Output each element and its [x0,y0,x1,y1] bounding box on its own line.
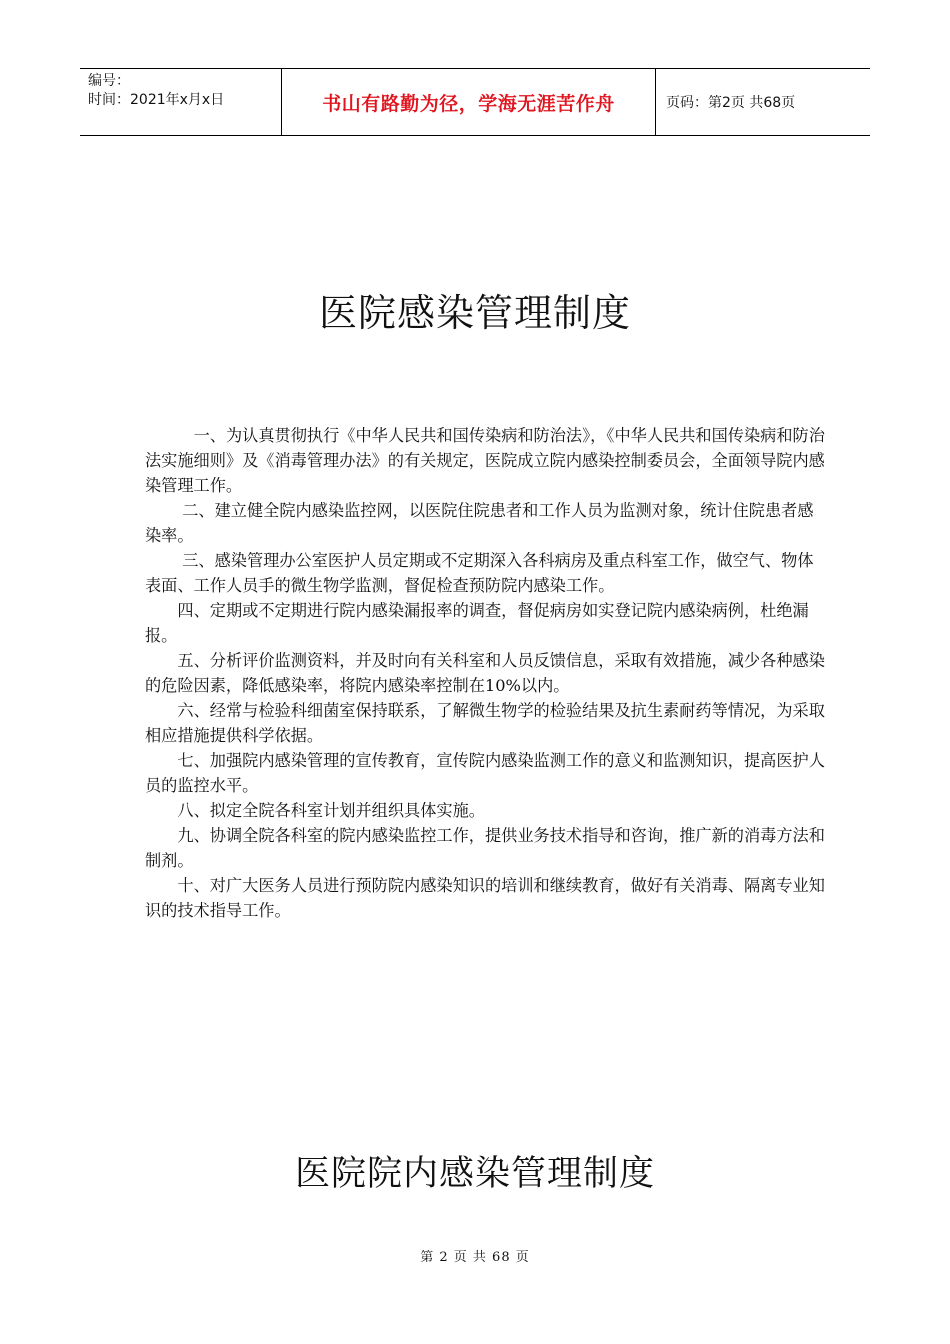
document-date: 时间：2021年x月x日 [88,92,225,108]
header-motto-cell [282,69,656,135]
paragraph-3: 三、感染管理办公室医护人员定期或不定期深入各科病房及重点科室工作，做空气、物体表面、工作人员手的微生物学监测，督促检查预防院内感染工作。 [145,551,814,595]
header-motto: 书山有路勤为径，学海无涯苦作舟 [322,92,615,115]
document-title: 医院感染管理制度 [318,291,631,335]
header-meta [80,69,282,135]
document-body [145,423,825,923]
page-footer: 第 2 页 共 68 页 [420,1250,530,1265]
paragraph-4: 四、定期或不定期进行院内感染漏报率的调查，督促病房如实登记院内感染病例，杜绝漏报。 [145,601,809,645]
paragraph-1: 一、为认真贯彻执行《中华人民共和国传染病和防治法》，《中华人民共和国传染病和防治法实施细则》及《消毒管理办法》的有关规定，医院成立院内感染控制委员会，全面领导院内感染管理工作。 [145,426,825,495]
page-header [80,68,870,136]
paragraph-8: 八、拟定全院各科室计划并组织具体实施。 [177,801,485,820]
paragraph-5: 五、分析评价监测资料，并及时向有关科室和人员反馈信息，采取有效措施，减少各种感染的危险因素，降低感染率，将院内感染率控制在10%以内。 [145,651,825,695]
paragraph-2: 二、建立健全院内感染监控网，以医院住院患者和工作人员为监测对象，统计住院患者感染率。 [145,501,814,545]
section-title: 医院院内感染管理制度 [294,1154,655,1194]
document-number-label: 编号： [88,73,130,89]
header-page-info-cell [656,69,870,135]
paragraph-10: 十、对广大医务人员进行预防院内感染知识的培训和继续教育，做好有关消毒、隔离专业知识的技术指导工作。 [145,876,825,920]
paragraph-6: 六、经常与检验科细菌室保持联系，了解微生物学的检验结果及抗生素耐药等情况，为采取相应措施提供科学依据。 [145,701,825,745]
paragraph-7: 七、加强院内感染管理的宣传教育，宣传院内感染监测工作的意义和监测知识，提高医护人员的监控水平。 [145,751,825,795]
paragraph-9: 九、协调全院各科室的院内感染监控工作，提供业务技术指导和咨询，推广新的消毒方法和制剂。 [145,826,825,870]
header-page-info: 页码：第2页 共68页 [666,95,796,111]
